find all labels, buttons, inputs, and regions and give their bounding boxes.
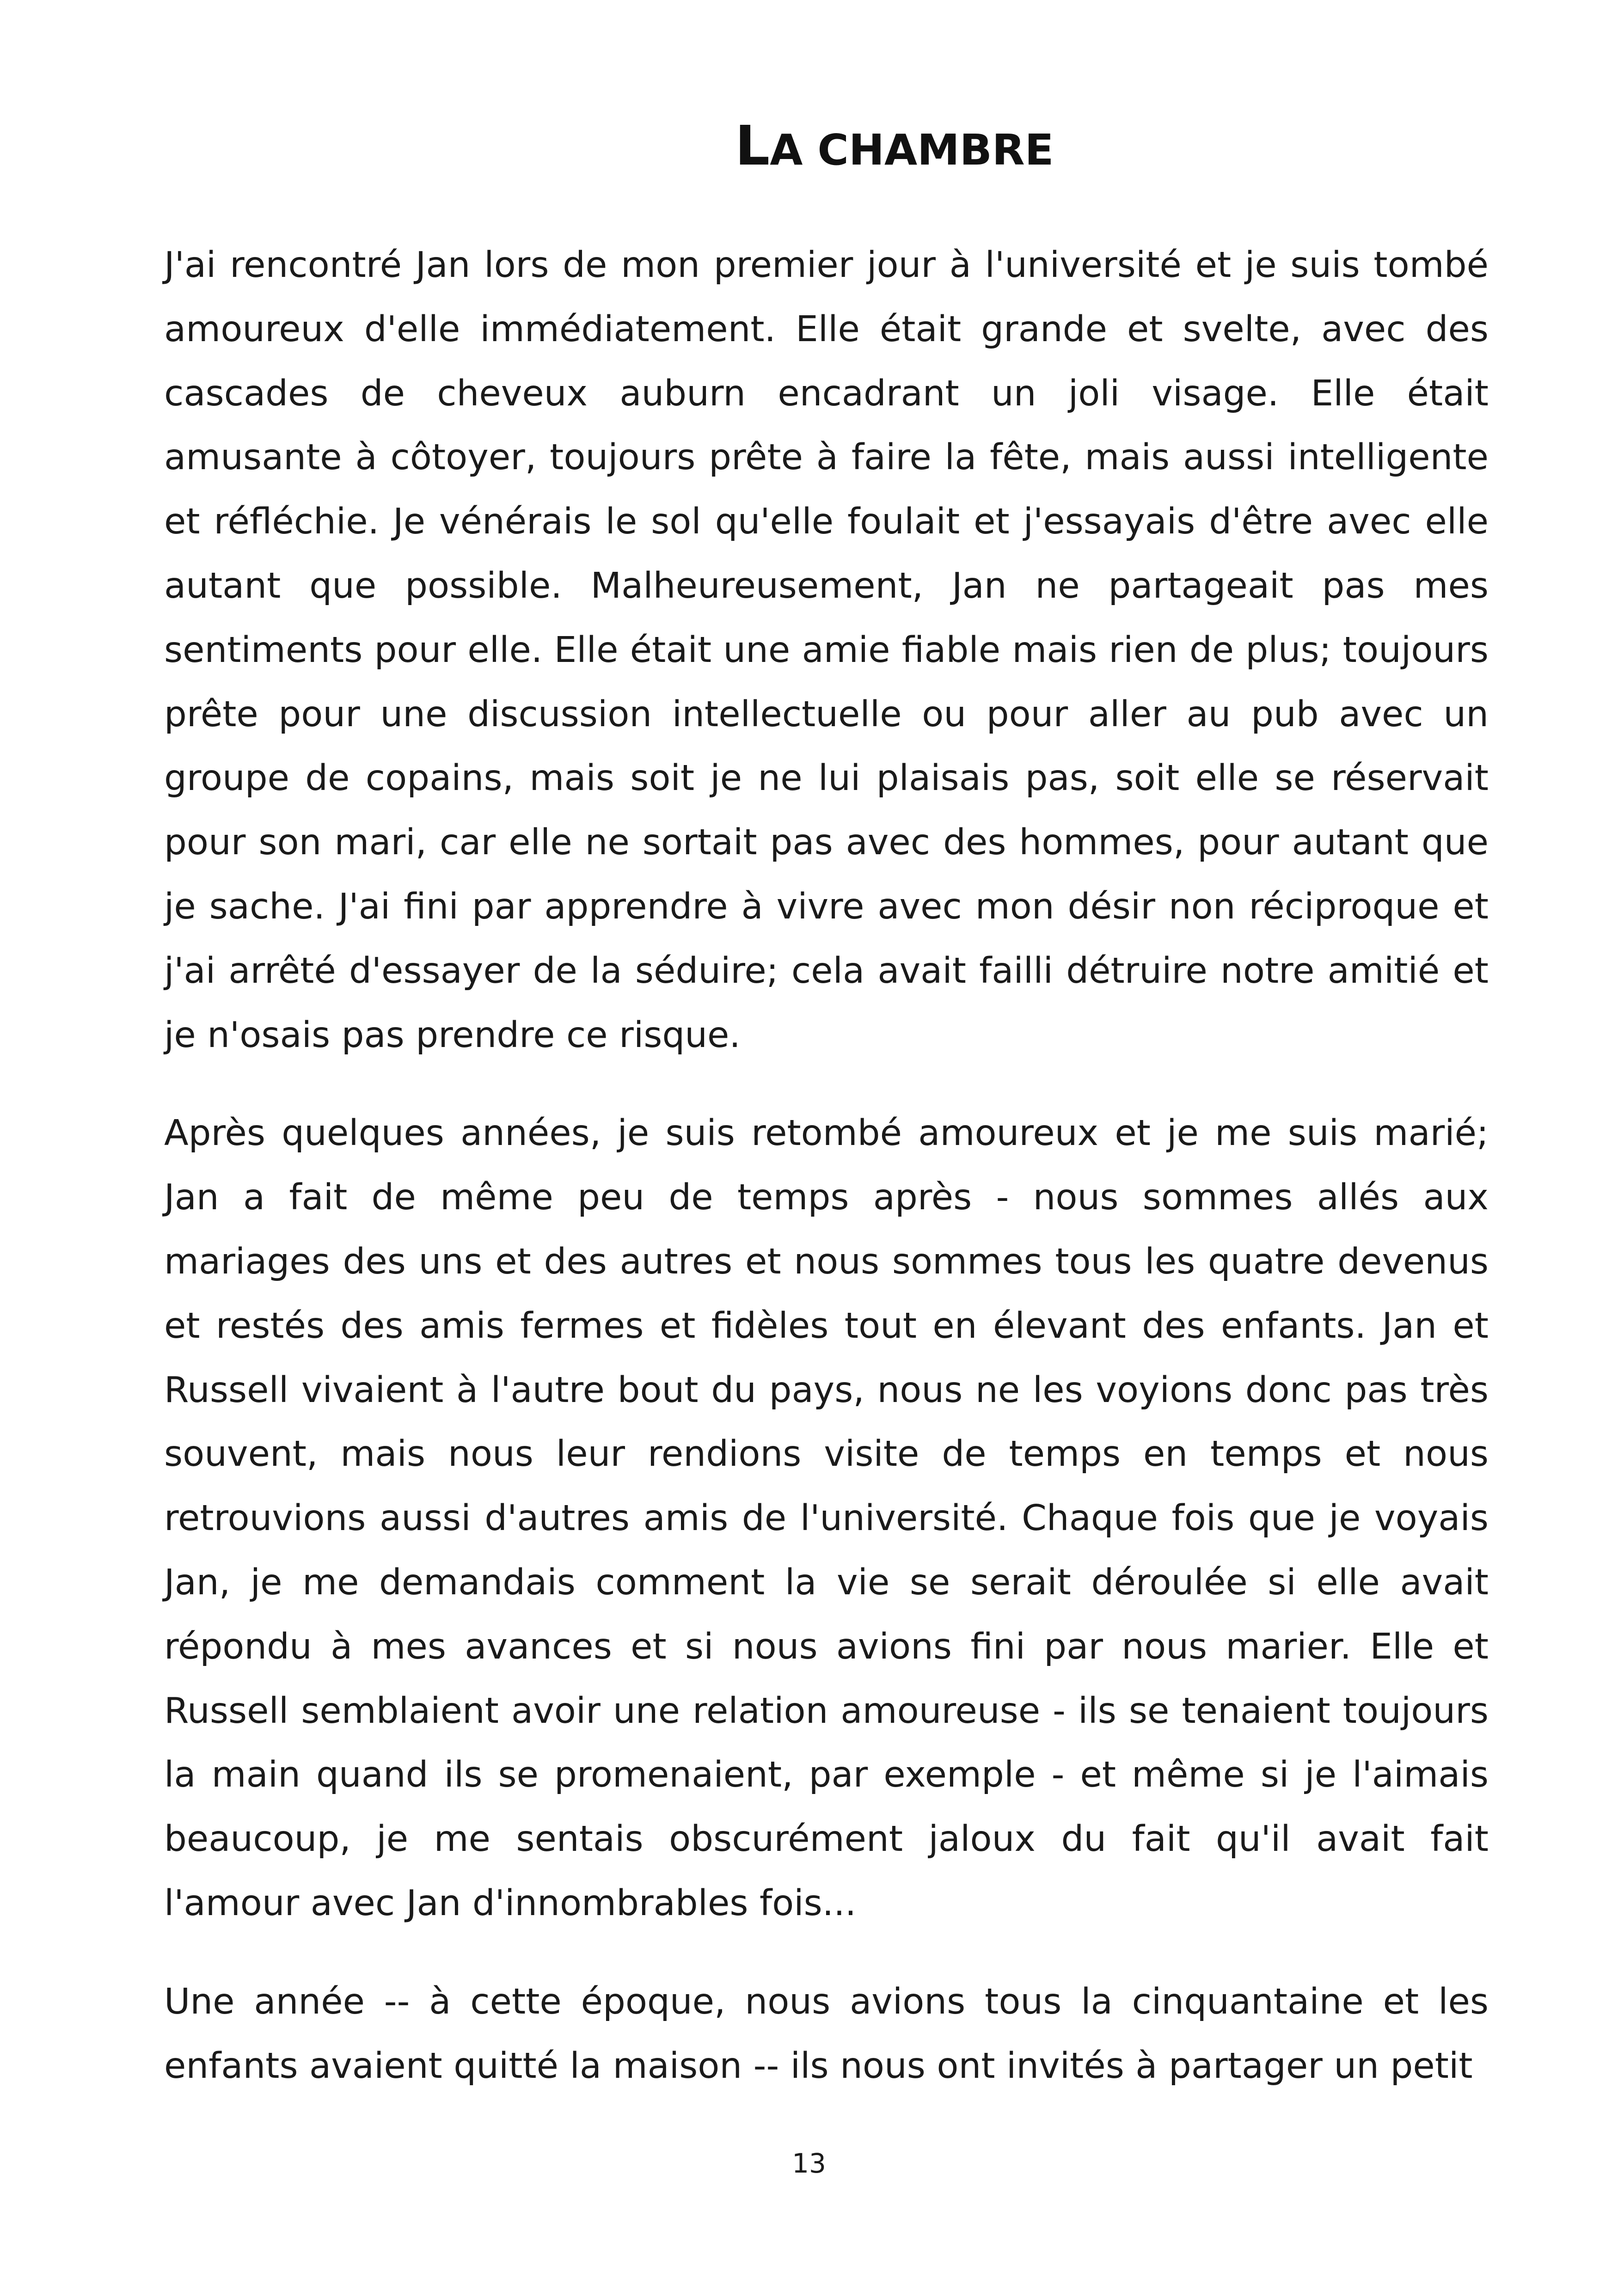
chapter-title-initial: L [735,114,770,178]
body-text [164,233,1489,2132]
paragraph-3: Une année -- à cette époque, nous avions tous la cinquantaine et les enfants avaient quitté la maison -- ils nous ont invités à partager un petit [164,1981,1489,2087]
paragraph-1: J'ai rencontré Jan lors de mon premier jour à l'université et je suis tombé amoureux d'elle immédiatement. Elle était grande et svelte, avec des cascades de cheveux auburn encadrant un joli visage. Elle était amusante à côtoyer, toujours prête à faire la fête, mais aussi intelligente et réfléchie. Je vénérais le sol qu'elle foulait et j'essayais d'être avec elle autant que possible. Malheureusement, Jan ne partageait pas mes sentiments pour elle. Elle était une amie fiable mais rien de plus; toujours prête pour une discussion intellectuelle ou pour aller au pub avec un groupe de copains, mais soit je ne lui plaisais pas, soit elle se réservait pour son mari, car elle ne sortait pas avec des hommes, pour autant que je sache. J'ai fini par apprendre à vivre avec mon désir non réciproque et j'ai arrêté d'essayer de la séduire; cela avait failli détruire notre amitié et je n'osais pas prendre ce risque. [164,245,1489,1056]
chapter-title-rest: A CHAMBRE [770,125,1054,175]
page-number: 13 [792,2148,826,2179]
paragraph-2: Après quelques années, je suis retombé amoureux et je me suis marié; Jan a fait de même peu de temps après - nous sommes allés aux mariages des uns et des autres et nous sommes tous les quatre devenus et restés des amis fermes et fidèles tout en élevant des enfants. Jan et Russell vivaient à l'autre bout du pays, nous ne les voyions donc pas très souvent, mais nous leur rendions visite de temps en temps et nous retrouvions aussi d'autres amis de l'université. Chaque fois que je voyais Jan, je me demandais comment la vie se serait déroulée si elle avait répondu à mes avances et si nous avions fini par nous marier. Elle et Russell semblaient avoir une relation amoureuse - ils se tenaient toujours la main quand ils se promenaient, par exemple - et même si je l'aimais beaucoup, je me sentais obscurément jaloux du fait qu'il avait fait l'amour avec Jan d'innombrables fois... [164,1113,1489,1924]
chapter-title [735,113,1054,179]
